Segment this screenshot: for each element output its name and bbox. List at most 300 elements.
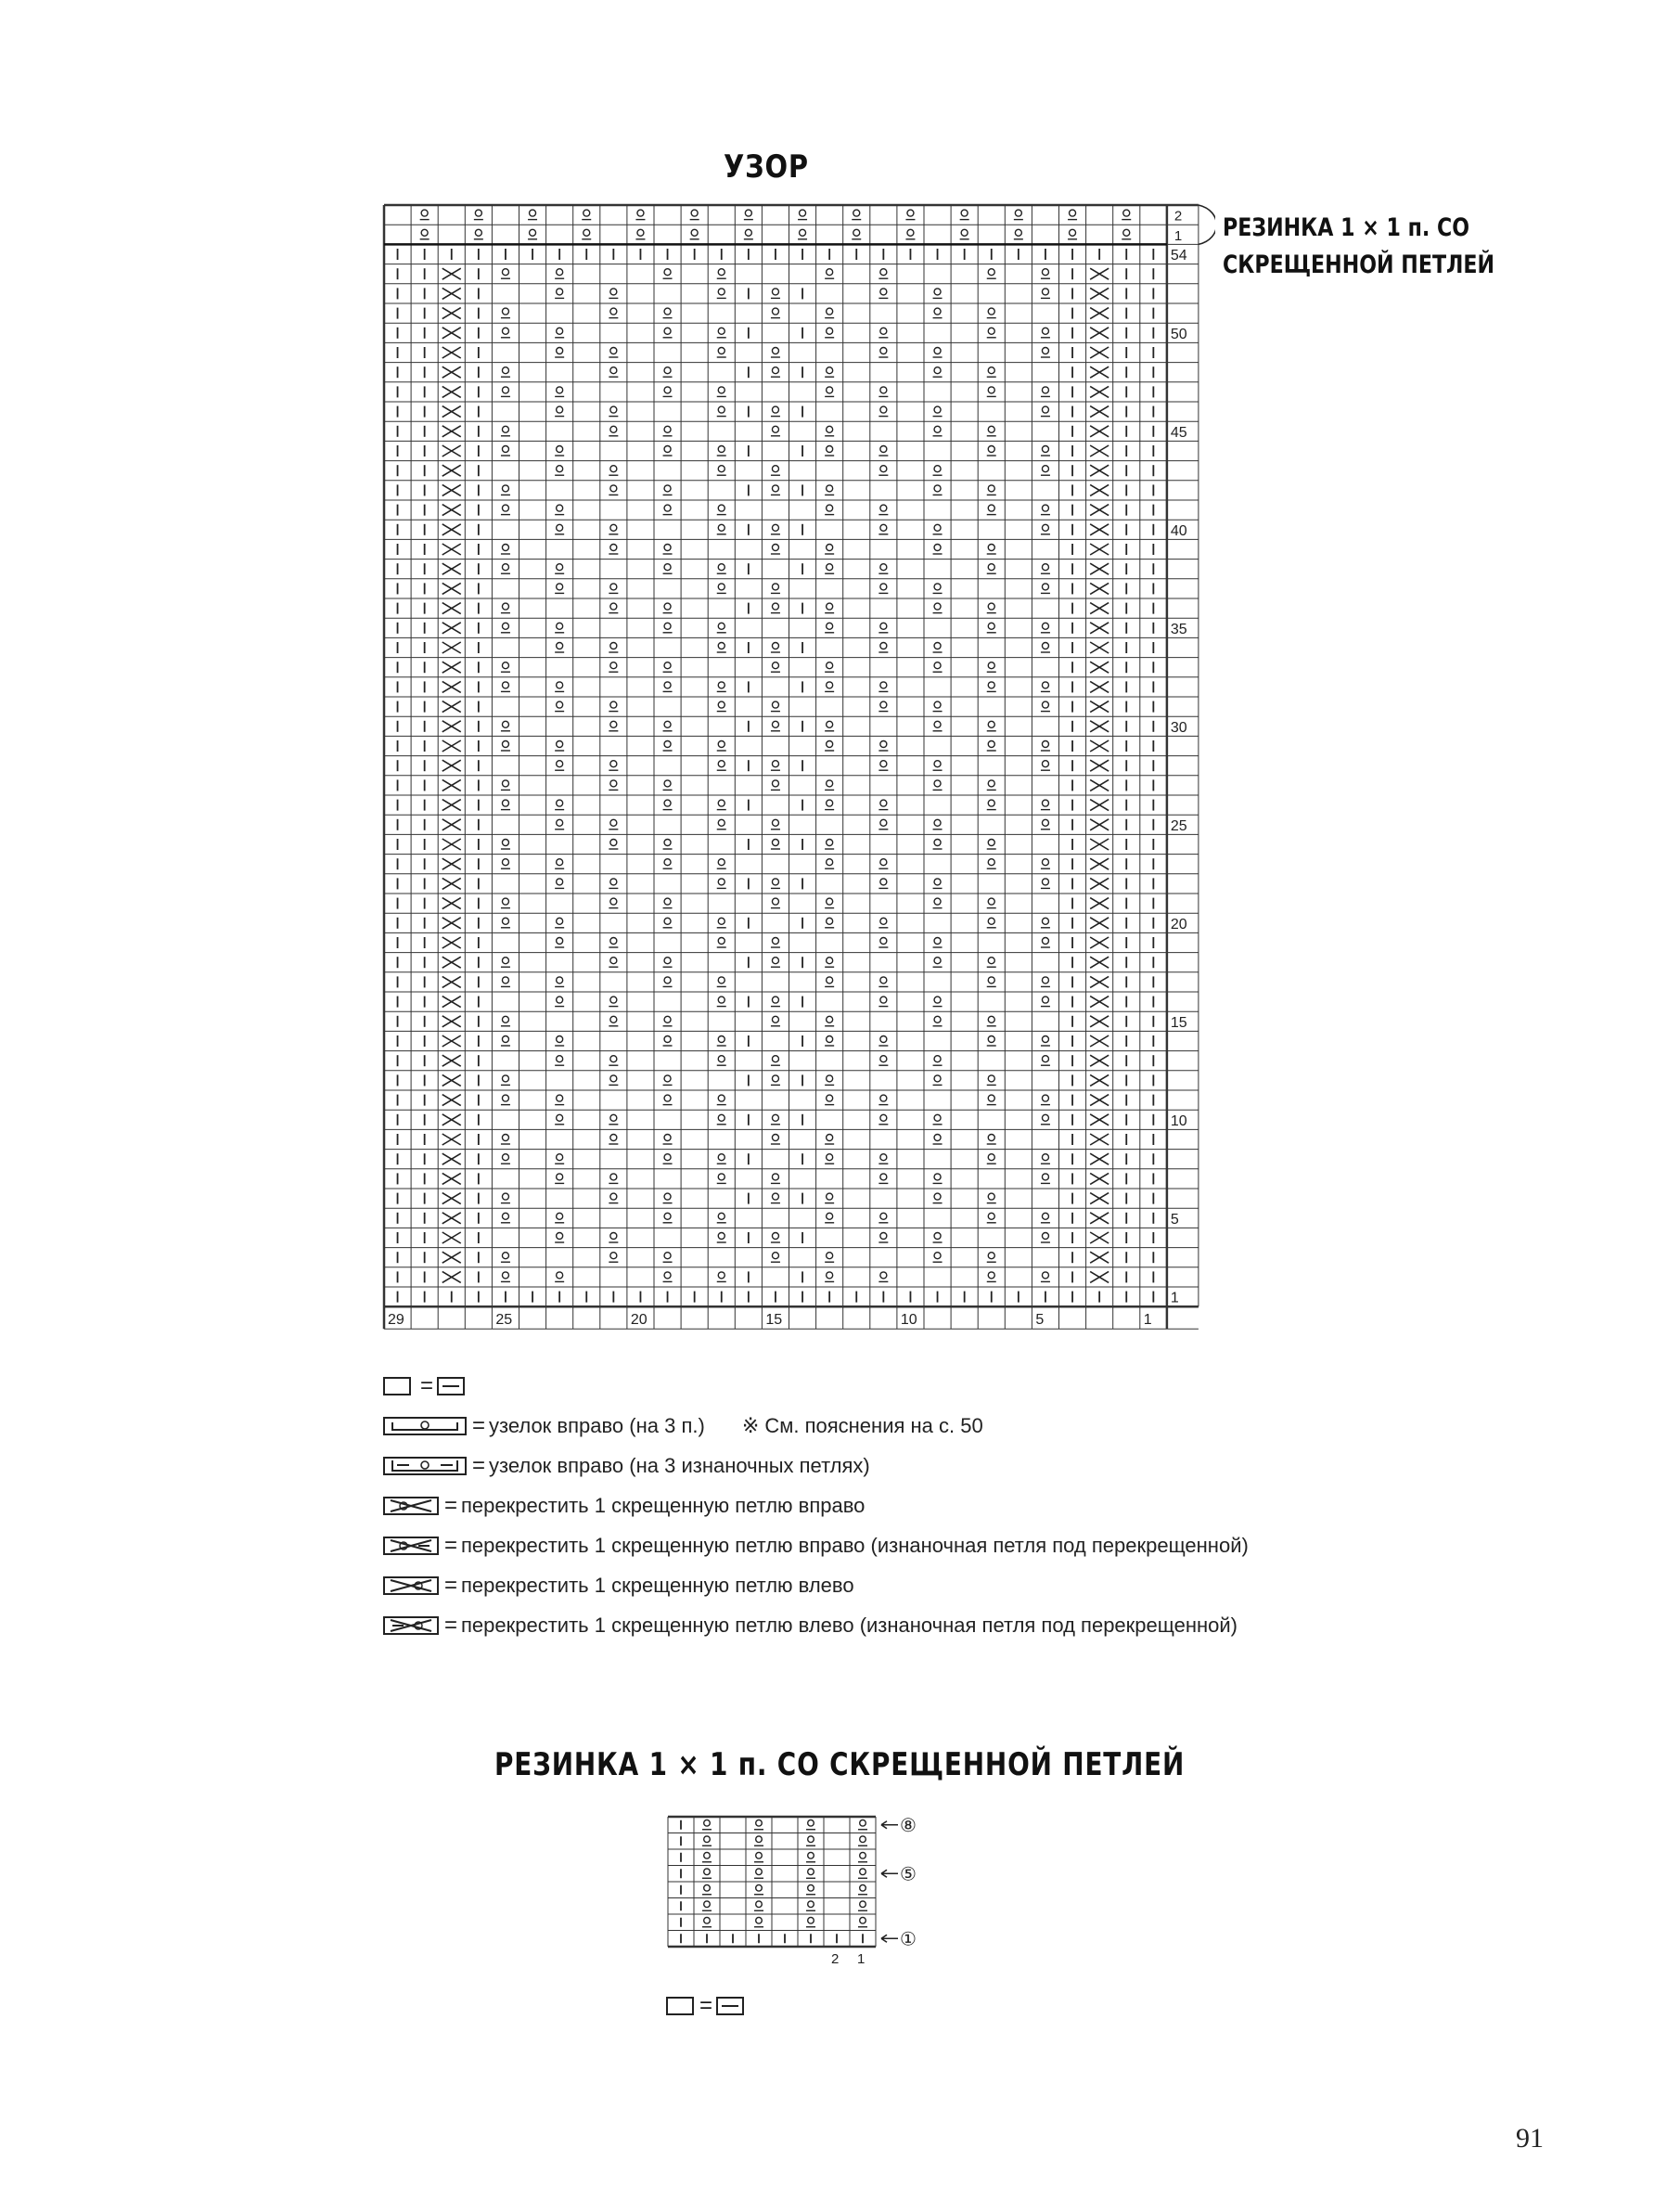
twisted-stitch — [988, 623, 994, 629]
page-number: 91 — [1516, 2123, 1544, 2154]
rib-section-title: РЕЗИНКА 1 × 1 п. СО СКРЕЩЕННОЙ ПЕТЛЕЙ — [494, 1746, 1186, 1783]
twisted-stitch — [610, 308, 617, 315]
row-number-label: 50 — [1170, 326, 1187, 342]
twisted-stitch — [934, 761, 941, 767]
cross-stitch — [1090, 740, 1109, 752]
twisted-stitch — [664, 682, 671, 688]
twisted-stitch — [988, 741, 994, 748]
twisted-stitch — [988, 1253, 994, 1259]
twisted-stitch — [880, 446, 887, 453]
twisted-stitch — [718, 348, 725, 354]
twisted-stitch — [557, 761, 563, 767]
twisted-stitch — [827, 958, 833, 964]
twisted-stitch — [988, 1036, 994, 1043]
twisted-stitch — [772, 289, 778, 295]
cross-stitch — [442, 603, 461, 614]
twisted-stitch — [988, 603, 994, 610]
equals-sign: = — [699, 1993, 713, 2018]
cross-stitch — [442, 858, 461, 869]
twisted-stitch — [718, 564, 725, 571]
twisted-stitch — [557, 977, 563, 984]
twisted-stitch — [664, 1095, 671, 1101]
twisted-stitch — [664, 800, 671, 806]
legend-row-cross-left — [383, 1565, 1404, 1605]
twisted-stitch — [704, 1884, 711, 1891]
twisted-stitch — [880, 859, 887, 866]
twisted-stitch — [610, 662, 617, 669]
twisted-stitch — [756, 1901, 763, 1908]
twisted-stitch — [827, 1154, 833, 1161]
cross-stitch — [442, 505, 461, 516]
cross-stitch — [1090, 1114, 1109, 1125]
cross-stitch — [1090, 1153, 1109, 1164]
twisted-stitch — [610, 524, 617, 531]
twisted-stitch — [827, 721, 833, 727]
twisted-stitch — [718, 466, 725, 472]
twisted-stitch — [502, 977, 508, 984]
rib-legend — [666, 1993, 746, 2019]
legend-row-cross-right — [383, 1485, 1404, 1525]
twisted-stitch — [1042, 564, 1048, 571]
twisted-stitch — [557, 1272, 563, 1279]
twisted-stitch — [610, 643, 617, 649]
twisted-stitch — [961, 210, 968, 216]
equals-sign: = — [444, 1492, 458, 1518]
twisted-stitch — [664, 958, 671, 964]
twisted-stitch — [772, 997, 778, 1003]
twisted-stitch — [827, 367, 833, 374]
twisted-stitch — [827, 898, 833, 905]
twisted-stitch — [610, 958, 617, 964]
cross-stitch — [442, 957, 461, 968]
twisted-stitch — [610, 701, 617, 708]
legend-row-knot — [383, 1406, 1404, 1446]
twisted-stitch — [827, 387, 833, 393]
twisted-stitch — [745, 210, 751, 216]
twisted-stitch — [988, 269, 994, 276]
twisted-stitch — [934, 426, 941, 432]
twisted-stitch — [610, 348, 617, 354]
twisted-stitch — [718, 623, 725, 629]
twisted-stitch — [880, 938, 887, 945]
twisted-stitch — [1042, 1154, 1048, 1161]
twisted-stitch — [557, 269, 563, 276]
cross-stitch — [442, 779, 461, 791]
legend-row-cross-left-purl — [383, 1605, 1404, 1645]
cross-stitch — [442, 445, 461, 457]
twisted-stitch — [772, 1056, 778, 1062]
twisted-stitch — [772, 898, 778, 905]
twisted-stitch — [934, 1135, 941, 1141]
cross-stitch — [1090, 918, 1109, 929]
twisted-stitch — [1042, 879, 1048, 885]
twisted-stitch — [860, 1901, 866, 1908]
twisted-stitch — [502, 840, 508, 846]
twisted-stitch — [880, 1056, 887, 1062]
twisted-stitch — [502, 564, 508, 571]
twisted-stitch — [610, 1193, 617, 1200]
twisted-stitch — [880, 682, 887, 688]
band-row-label: 2 — [1173, 208, 1183, 225]
twisted-stitch — [475, 210, 481, 216]
twisted-stitch — [988, 505, 994, 511]
twisted-stitch — [557, 348, 563, 354]
twisted-stitch — [880, 406, 887, 413]
twisted-stitch — [880, 761, 887, 767]
twisted-stitch — [934, 780, 941, 787]
twisted-stitch — [880, 977, 887, 984]
legend-row-blank — [383, 1366, 1404, 1406]
twisted-stitch — [934, 367, 941, 374]
twisted-stitch — [610, 426, 617, 432]
twisted-stitch — [691, 229, 698, 236]
band-bracket — [1199, 205, 1215, 244]
twisted-stitch — [502, 958, 508, 964]
knot-right-icon — [383, 1415, 468, 1437]
legend-text: узелок вправо (на 3 п.) — [489, 1413, 705, 1437]
twisted-stitch — [880, 1213, 887, 1219]
cross-stitch — [442, 701, 461, 713]
twisted-stitch — [664, 662, 671, 669]
twisted-stitch — [610, 485, 617, 492]
twisted-stitch — [610, 466, 617, 472]
twisted-stitch — [827, 1095, 833, 1101]
twisted-stitch — [502, 269, 508, 276]
twisted-stitch — [860, 1852, 866, 1858]
twisted-stitch — [557, 387, 563, 393]
cross-stitch — [1090, 1213, 1109, 1224]
twisted-stitch — [988, 800, 994, 806]
cross-stitch — [1090, 347, 1109, 358]
twisted-stitch — [1042, 1233, 1048, 1240]
twisted-stitch — [718, 741, 725, 748]
twisted-stitch — [704, 1836, 711, 1843]
twisted-stitch — [475, 229, 481, 236]
twisted-stitch — [1042, 859, 1048, 866]
equals-sign: = — [444, 1532, 458, 1558]
cross-right-purl-icon — [383, 1535, 441, 1557]
twisted-stitch — [772, 1253, 778, 1259]
twisted-stitch — [934, 819, 941, 826]
twisted-stitch — [827, 840, 833, 846]
twisted-stitch — [610, 938, 617, 945]
twisted-stitch — [988, 780, 994, 787]
twisted-stitch — [502, 1075, 508, 1082]
twisted-stitch — [772, 938, 778, 945]
cross-stitch — [1090, 484, 1109, 495]
cross-stitch — [442, 1232, 461, 1243]
rib-band-label-line2: СКРЕЩЕННОЙ ПЕТЛЕЙ — [1223, 251, 1495, 279]
twisted-stitch — [1042, 761, 1048, 767]
cross-stitch — [442, 740, 461, 752]
cross-stitch — [442, 878, 461, 889]
twisted-stitch — [502, 1272, 508, 1279]
equals-sign: = — [420, 1372, 434, 1398]
twisted-stitch — [808, 1884, 814, 1891]
twisted-stitch — [1042, 328, 1048, 334]
twisted-stitch — [772, 701, 778, 708]
twisted-stitch — [860, 1917, 866, 1923]
twisted-stitch — [934, 1174, 941, 1180]
equals-sign: = — [472, 1452, 486, 1478]
twisted-stitch — [880, 387, 887, 393]
twisted-stitch — [664, 446, 671, 453]
cross-stitch — [1090, 445, 1109, 457]
cross-stitch — [1090, 524, 1109, 535]
twisted-stitch — [557, 643, 563, 649]
cross-stitch — [1090, 1193, 1109, 1204]
twisted-stitch — [557, 1213, 563, 1219]
twisted-stitch — [934, 289, 941, 295]
twisted-stitch — [1042, 1213, 1048, 1219]
legend-text: перекрестить 1 скрещенную петлю вправо (изнаночная петля под перекрещенной) — [461, 1533, 1249, 1557]
twisted-stitch — [718, 879, 725, 885]
twisted-stitch — [664, 603, 671, 610]
twisted-stitch — [827, 426, 833, 432]
twisted-stitch — [718, 387, 725, 393]
twisted-stitch — [1042, 1114, 1048, 1121]
twisted-stitch — [827, 269, 833, 276]
cross-stitch — [442, 426, 461, 437]
twisted-stitch — [557, 1036, 563, 1043]
twisted-stitch — [718, 1174, 725, 1180]
twisted-stitch — [934, 348, 941, 354]
cross-stitch — [442, 623, 461, 634]
twisted-stitch — [772, 1135, 778, 1141]
twisted-stitch — [557, 682, 563, 688]
row-number-label: 5 — [1170, 1211, 1179, 1228]
twisted-stitch — [610, 545, 617, 551]
twisted-stitch — [772, 643, 778, 649]
twisted-stitch — [880, 564, 887, 571]
legend-row-cross-right-purl — [383, 1525, 1404, 1565]
twisted-stitch — [827, 1075, 833, 1082]
twisted-stitch — [860, 1836, 866, 1843]
twisted-stitch — [880, 918, 887, 924]
twisted-stitch — [988, 387, 994, 393]
twisted-stitch — [880, 1154, 887, 1161]
twisted-stitch — [1042, 1174, 1048, 1180]
twisted-stitch — [704, 1869, 711, 1875]
twisted-stitch — [664, 367, 671, 374]
twisted-stitch — [637, 210, 644, 216]
row-number-label: 35 — [1170, 621, 1187, 637]
twisted-stitch — [718, 819, 725, 826]
purl-cell-icon — [437, 1376, 470, 1396]
twisted-stitch — [756, 1884, 763, 1891]
cross-stitch — [1090, 662, 1109, 673]
twisted-stitch — [880, 1174, 887, 1180]
twisted-stitch — [502, 485, 508, 492]
twisted-stitch — [610, 1174, 617, 1180]
twisted-stitch — [718, 977, 725, 984]
twisted-stitch — [772, 545, 778, 551]
twisted-stitch — [880, 819, 887, 826]
twisted-stitch — [880, 524, 887, 531]
twisted-stitch — [1042, 977, 1048, 984]
legend — [383, 1366, 1404, 1645]
twisted-stitch — [502, 308, 508, 315]
cross-stitch — [442, 1035, 461, 1047]
cross-stitch — [1090, 623, 1109, 634]
twisted-stitch — [756, 1917, 763, 1923]
twisted-stitch — [718, 761, 725, 767]
twisted-stitch — [557, 879, 563, 885]
twisted-stitch — [1042, 1272, 1048, 1279]
cross-stitch — [442, 681, 461, 692]
cross-stitch — [442, 819, 461, 830]
twisted-stitch — [718, 328, 725, 334]
twisted-stitch — [988, 367, 994, 374]
twisted-stitch — [934, 485, 941, 492]
cross-stitch — [1090, 878, 1109, 889]
twisted-stitch — [745, 229, 751, 236]
twisted-stitch — [934, 1233, 941, 1240]
twisted-stitch — [557, 741, 563, 748]
twisted-stitch — [610, 879, 617, 885]
twisted-stitch — [530, 229, 536, 236]
twisted-stitch — [664, 840, 671, 846]
twisted-stitch — [988, 721, 994, 727]
twisted-stitch — [880, 1272, 887, 1279]
cross-stitch — [442, 524, 461, 535]
cross-stitch — [442, 1173, 461, 1184]
twisted-stitch — [557, 564, 563, 571]
twisted-stitch — [664, 918, 671, 924]
twisted-stitch — [827, 1272, 833, 1279]
twisted-stitch — [880, 269, 887, 276]
twisted-stitch — [934, 958, 941, 964]
twisted-stitch — [1042, 348, 1048, 354]
twisted-stitch — [557, 938, 563, 945]
twisted-stitch — [772, 406, 778, 413]
twisted-stitch — [557, 584, 563, 590]
twisted-stitch — [934, 840, 941, 846]
twisted-stitch — [557, 446, 563, 453]
twisted-stitch — [934, 524, 941, 531]
twisted-stitch — [502, 387, 508, 393]
twisted-stitch — [502, 1154, 508, 1161]
twisted-stitch — [718, 505, 725, 511]
twisted-stitch — [1015, 229, 1021, 236]
cross-stitch — [442, 1055, 461, 1066]
legend-text: перекрестить 1 скрещенную петлю влево (изнаночная петля под перекрещенной) — [461, 1613, 1238, 1637]
column-number-label: 20 — [630, 1312, 648, 1329]
rib-band-label-line1: РЕЗИНКА 1 × 1 п. СО — [1223, 213, 1470, 242]
twisted-stitch — [827, 859, 833, 866]
cross-stitch — [442, 583, 461, 594]
twisted-stitch — [664, 721, 671, 727]
cross-stitch — [1090, 505, 1109, 516]
twisted-stitch — [610, 1075, 617, 1082]
twisted-stitch — [718, 1233, 725, 1240]
twisted-stitch — [718, 1154, 725, 1161]
cross-stitch — [442, 1114, 461, 1125]
pattern-chart — [380, 199, 1215, 1350]
twisted-stitch — [718, 938, 725, 945]
twisted-stitch — [1042, 406, 1048, 413]
twisted-stitch — [664, 977, 671, 984]
cross-stitch — [442, 760, 461, 771]
band-row-label: 1 — [1173, 227, 1183, 244]
twisted-stitch — [827, 603, 833, 610]
twisted-stitch — [502, 623, 508, 629]
twisted-stitch — [772, 840, 778, 846]
twisted-stitch — [880, 879, 887, 885]
blank-cell-icon — [666, 1996, 696, 2016]
cross-right-icon — [383, 1495, 441, 1517]
cross-stitch — [1090, 1232, 1109, 1243]
twisted-stitch — [934, 545, 941, 551]
twisted-stitch — [1042, 269, 1048, 276]
twisted-stitch — [756, 1852, 763, 1858]
twisted-stitch — [664, 545, 671, 551]
cross-stitch — [442, 898, 461, 909]
cross-stitch — [1090, 544, 1109, 555]
twisted-stitch — [988, 1016, 994, 1022]
twisted-stitch — [988, 328, 994, 334]
twisted-stitch — [557, 859, 563, 866]
twisted-stitch — [860, 1820, 866, 1826]
cross-stitch — [442, 976, 461, 987]
twisted-stitch — [934, 1016, 941, 1022]
twisted-stitch — [1042, 741, 1048, 748]
twisted-stitch — [988, 1154, 994, 1161]
cross-stitch — [442, 1193, 461, 1204]
cross-stitch — [442, 1095, 461, 1106]
legend-text: перекрестить 1 скрещенную петлю влево — [461, 1573, 854, 1597]
legend-text: узелок вправо (на 3 изнаночных петлях) — [489, 1453, 870, 1477]
twisted-stitch — [664, 328, 671, 334]
twisted-stitch — [934, 1193, 941, 1200]
twisted-stitch — [718, 289, 725, 295]
twisted-stitch — [1042, 938, 1048, 945]
twisted-stitch — [988, 1135, 994, 1141]
row-number-label: 30 — [1170, 719, 1187, 736]
twisted-stitch — [934, 603, 941, 610]
column-number-label: 10 — [900, 1312, 917, 1329]
twisted-stitch — [610, 721, 617, 727]
twisted-stitch — [610, 1253, 617, 1259]
cross-stitch — [1090, 1173, 1109, 1184]
twisted-stitch — [557, 466, 563, 472]
purl-cell-icon — [716, 1996, 746, 2016]
twisted-stitch — [557, 289, 563, 295]
twisted-stitch — [610, 1233, 617, 1240]
cross-stitch — [1090, 1271, 1109, 1282]
twisted-stitch — [827, 505, 833, 511]
twisted-stitch — [664, 1154, 671, 1161]
twisted-stitch — [988, 1075, 994, 1082]
twisted-stitch — [1123, 210, 1130, 216]
twisted-stitch — [808, 1869, 814, 1875]
twisted-stitch — [988, 918, 994, 924]
twisted-stitch — [610, 367, 617, 374]
twisted-stitch — [827, 800, 833, 806]
twisted-stitch — [557, 505, 563, 511]
twisted-stitch — [772, 1174, 778, 1180]
twisted-stitch — [502, 1193, 508, 1200]
twisted-stitch — [718, 682, 725, 688]
cross-stitch — [1090, 819, 1109, 830]
twisted-stitch — [718, 918, 725, 924]
cross-stitch — [1090, 426, 1109, 437]
twisted-stitch — [988, 446, 994, 453]
cross-stitch — [442, 288, 461, 299]
twisted-stitch — [502, 898, 508, 905]
cross-stitch — [442, 1134, 461, 1145]
cross-stitch — [442, 366, 461, 378]
